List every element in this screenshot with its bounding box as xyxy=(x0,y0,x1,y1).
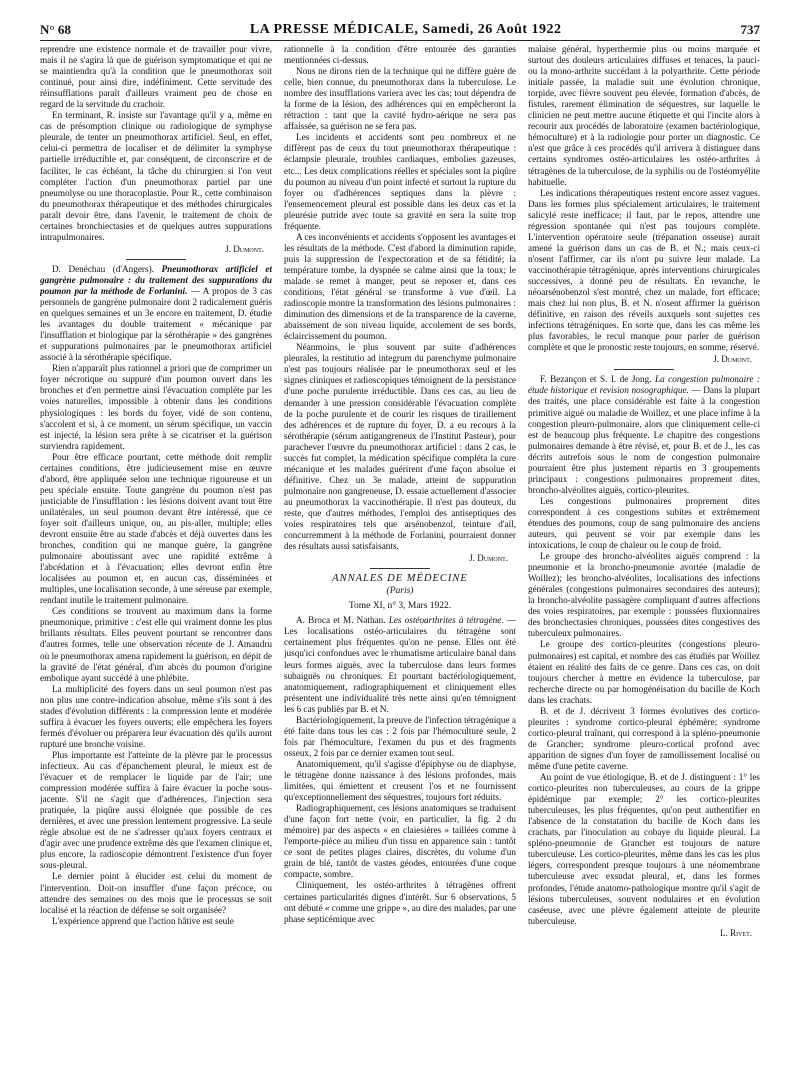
header-rule xyxy=(40,40,760,41)
paragraph: Les incidents et accidents sont peu nombreux et ne diffèrent pas de ceux du tout pneumothorax thérapeutique : éclampsie pleurale, troubles cardiaques, embolies gazeuses, etc... Les deux complications réelles et spéciales sont la piqûre du poumon au niveau d'un point infecté et surtout la rupture du foyer ou d'adhérences septiques dans la plèvre : l'ensemencement pleural est possible dans les deux cas et la pleurésie putride avec toute sa gravité en sera la suite trop fréquente. xyxy=(284,132,516,231)
paragraph: Les congestions pulmonaires proprement dites correspondent à ces congestions subites et extrêmement étendues des poumons, coup de sang pulmonaire des anciens auteurs, qui peuvent se voir par exemple dans les intoxications, le coup de chaleur ou le coup de froid. xyxy=(528,495,760,551)
separator xyxy=(614,369,674,370)
separator xyxy=(126,259,186,260)
paragraph: Anatomiquement, qu'il s'agisse d'épiphyse ou de diaphyse, le tétragène donne naissance à des lésions profondes, mais limitées, qui émiettent et creusent l'os et ne fournissent qu'exceptionnellement des séquestres, toujours fort réduits. xyxy=(284,758,516,803)
paragraph: Radiographiquement, ces lésions anatomiques se traduisent d'une façon fort nette (voir, en particulier, la fig. 2 du mémoire) par des aspects « en claiesières » taillées comme à l'emporte-pièce au milieu d'un tissu en apparence sain : tantôt ce sont de petites plages claires, discrètes, du volume d'un grain de blé, tantôt de vastes géodes, entourées d'une coque compacte, sombre. xyxy=(284,803,516,880)
paragraph: Le groupe des broncho-alvéolites aiguës comprend : la pneumonie et la broncho-pneumonie avortée (maladie de Woillez); les broncho-alvéolites, localisations des infections générales (congestions pulmonaires secondaires des auteurs); la broncho-alvéolite passagère compliquant d'autres affections des voies respiratoires, par exemple : poussées fluxionnaires des bronchectasies chroniques, poussées dites congestives des tuberculeux pulmonaires. xyxy=(528,551,760,639)
journal-title: LA PRESSE MÉDICALE, Samedi, 26 Août 1922 xyxy=(249,22,562,37)
signature: J. Dumont. xyxy=(713,354,752,365)
article-title: Pneumothorax artificiel et gangrène pulmonaire : du traitement des suppurations du poumon par la méthode de Forlanini. xyxy=(40,263,272,296)
page-number: 737 xyxy=(740,22,760,37)
column-3 xyxy=(528,44,760,1074)
paragraph: Les indications thérapeutiques restent encore assez vagues. Dans les formes plus spécialement articulaires, le traitement salicylé reste inefficace; il faut, par le repos, attendre une régression spontanée qui n'est pas toujours complète. L'intervention opératoire seule (trépanation osseuse) aurait amené la guérison dans un cas de B. et N.; mais ceux-ci n'osent l'affirmer, car ils n'ont pu suivre leur malade. La vaccinothérapie tétragénique, après interventions chirurgicales successives, a donné peu de résultats. En revanche, le néoarsénobenzol s'est montré, chez un malade, fort efficace; mais chez lui non plus, B. et N. n'osent affirmer la guérison définitive, en raison des réveils auxquels sont sujettes ces infections tétragéniques. En sorte que, dans les cas même les plus favorables, le recul manque pour parler de guérison complète et que le pronostic reste toujours, en somme, réservé. xyxy=(528,187,760,353)
signature: L. Rivet. xyxy=(720,927,752,938)
paragraph: Bactériologiquement, la preuve de l'infection tétragénique a été faite dans tous les cas : 2 fois par l'hémoculture seule, 2 fois par l'hémoculture, l'examen du pus et des fragments osseux, 2 fois par ce dernier examen tout seul. xyxy=(284,714,516,758)
paragraph: Au point de vue étiologique, B. et de J. distinguent : 1° les cortico-pleurites non tuberculeuses, au cours de la grippe épidémique par exemple; 2° les cortico-pleurites tuberculeuses, les plus fréquentes, qu'on peut authentifier en l'absence de la constatation du bacille de Koch dans les crachats, par l'inoculation au cobaye du liquide pleural. La spléno-pneumonie de Grancher est toujours de nature tuberculeuse. Les cortico-pleurites, même dans les cas les plus légers, correspondent presque toujours à une néomembrane tuberculeuse avec exsudat pleural, et, dans les formes profondes, l'étude anatomo-pathologique montre qu'il s'agit de lésions tuberculeuses, souvent nodulaires et en évolution caséeuse, avec une plèvre également atteinte de pleurite tuberculeuse. xyxy=(528,772,760,926)
paragraph: — Dans la plupart des traités, une place considérable est faite à la congestion primitive aiguë ou maladie de Woillez, et une place infime à la congestion pleuro-pulmonaire, alors que cliniquement celle-ci est de beaucoup plus fréquente. Le chapitre des congestions pulmonaires demande à être révisé, et, pour B. et de J., les cas décrits autrefois sous le nom de congestion pulmonaire pourraient être plus justement répartis en 3 groupements principaux : congestions pulmonaires proprement dites, broncho-alvéolites aiguës, cortico-pleurites. xyxy=(528,385,760,495)
article-heading xyxy=(40,264,272,363)
column-1 xyxy=(40,44,272,1074)
paragraph: L'expérience apprend que l'action hâtive est seule xyxy=(52,915,234,926)
paragraph: Le groupe des cortico-pleurites (congestions pleuro-pulmonaires) est capital, et nombre des cas étudiés par Woillez étaient en réalité des faits de ce genre. Dans ces cas, on doit toujours chercher à mettre en évidence la tuberculose, par recherche directe ou par homogénéisation du bacille de Koch dans les crachats. xyxy=(528,639,760,705)
paragraph: Rien n'apparaît plus rationnel a priori que de comprimer un foyer nécrotique ou suppuré d'un poumon ouvert dans les bronches et d'en permettre ainsi l'évacuation complète par les voies naturelles, impossible à obtenir dans les conditions physiologiques : les bords du foyer, vidé de son contenu, s'accolent et si, à ce moment, un sérum spécifique, un vaccin est injecté, la lésion sera prête à se cicatriser et la guérison surviendra rapidement. xyxy=(40,363,272,451)
separator xyxy=(370,568,430,569)
paragraph: Ces conditions se trouvent au maximum dans la forme pneumonique, primitive : c'est elle qui vraiment donne les plus brillants résultats. Elles peuvent pourtant se rencontrer dans d'autres formes, telle une observation récente de J. Amaudru où le pneumothorax amena rapidement la guérison, en dépit de la gravité de l'état général, d'un abcès du poumon d'origine embolique ayant succédé à une phlébite. xyxy=(40,606,272,683)
page-header xyxy=(40,14,760,38)
paragraph: Cliniquement, les ostéo-arthrites à tétragènes offrent certaines particularités dignes d'intérêt. Sur 6 observations, 5 ont débuté « comme une grippe », au dire des malades, par une phase septicémique avec xyxy=(284,880,516,924)
article-title: Les ostéoarthrites à tétragène. xyxy=(388,615,504,626)
signature: J. Dumont. xyxy=(225,243,264,254)
article-title: La congestion pulmonaire : étude historique et revision nosographique. xyxy=(528,374,760,396)
article-heading xyxy=(284,615,516,714)
article-author: F. Bezançon et S. I. de Jong. xyxy=(540,374,652,385)
volume-line: Tome XI, n° 3, Mars 1922. xyxy=(348,601,452,612)
paragraph: reprendre une existence normale et de travailler pour vivre, mais il ne s'agira là que de guérison symptomatique et qui ne se maintiendra qu'à la condition que le pneumothorax soit continué, pour ainsi dire, indéfiniment. Cette servitude des réinsufflations paraît d'ailleurs vraiment peu de chose en regard de la servitude du crachoir. xyxy=(40,44,272,110)
signature: J. Dumont. xyxy=(469,553,508,564)
paragraph: La multiplicité des foyers dans un seul poumon n'est pas non plus une contre-indication absolue, même s'ils sont à des stades d'évolution différents : la compression lente et modérée suffira à évacuer les foyers ouverts; elle empêchera les foyers fermés d'évoluer ou préparera leur évacuation dès qu'ils auront rupturé une bronche voisine. xyxy=(40,683,272,749)
article-heading xyxy=(528,374,760,496)
paragraph: Le dernier point à élucider est celui du moment de l'intervention. Doit-on insuffler d'une façon précoce, ou attendre des semaines ou des mois que le processus se soit localisé et la réaction de défense se soit organisée? xyxy=(40,871,272,915)
paragraph: rationnelle à la condition d'être entourée des garanties mentionnées ci-dessus. xyxy=(284,44,516,66)
paragraph: malaise général, hyperthermie plus ou moins marquée et surtout des douleurs articulaires diffuses et tenaces, la pauci- ou la mono-arthrite succédant à la polyarthrite. Cette période initiale passée, la maladie suit une évolution chronique, torpide, avec fièvre souvent peu élevée, formation d'abcès, de fistules, rarement élimination de séquestres, sur laquelle le clinicien ne peut mettre aucune étiquette et qui l'incite alors à recourir aux procédés de laboratoire (examen bactériologique, hémoculture) et à la radiologie pour porter un diagnostic. Ce n'est que grâce à ces procédés qu'il arrivera à distinguer dans certains syndromes ostéo-articulaires les ostéo-arthrites à tétragènes de la tuberculose, de la syphilis ou de l'ostéomyélite habituelle. xyxy=(528,44,760,187)
paragraph: B. et de J. décrivent 3 formes évolutives des cortico-pleurites : syndrome cortico-pleural éphémère; syndrome cortico-pleural traînant, qui correspond à la spléno-pneumonie de Grancher; syndrome pleuro-cortical profond avec apparition de signes d'un foyer de ramollissement localisé ou même d'une petite caverne. xyxy=(528,705,760,771)
column-2 xyxy=(284,44,516,1074)
paragraph: Nous ne dirons rien de la technique qui ne diffère guère de celle, bien connue, du pneumothorax dans la tuberculose. Le nombre des insufflations variera avec les cas; tout dépendra de la forme de la lésion, des adhérences qui en empêcheront la rétraction : tant que la cavité hydro-aérique ne sera pas affaissée, sa guérison ne se fera pas. xyxy=(284,66,516,132)
paragraph: — A propos de 3 cas personnels de gangrène pulmonaire dont 2 radicalement guéris en quelques semaines et un 3e encore en traitement, D. étudie les avantages du double traitement « mécanique par l'insufflation et biologique par la sérothérapie » des gangrènes et suppurations pulmonaires par le pneumothorax artificiel associé à la sérothérapie spécifique. xyxy=(40,285,272,363)
issue-number: N° 68 xyxy=(40,22,71,37)
paragraph: En terminant, R. insiste sur l'avantage qu'il y a, même en cas de présomption clinique ou radiologique de symphyse pleurale, de tenter un pneumothorax artificiel. Seul, en effet, celui-ci permettra de localiser et de délimiter la symphyse partielle irréductible et, par conséquent, de circonscrire et de faciliter, le cas échéant, la tâche du chirurgien si l'on veut compléter l'action d'un pneumothorax partiel par une pneumolyse ou une thoracoplastie. Pour R., cette combinaison du pneumothorax thérapeutique et des méthodes chirurgicales paraît devoir être, dans l'avenir, le traitement de choix de certaines bronchiectasies et de quelques autres suppurations intrapulmonaires. xyxy=(40,110,272,242)
paragraph: Plus importante est l'atteinte de la plèvre par le processus infectieux. Au cas d'épanchement pleural, le mieux est de l'évacuer et de remplacer le liquide par de l'air; une compression modérée suffira à faire évacuer la poche sous-jacente. S'il ne s'agit que d'adhérences, l'injection sera pratiquée, la piqûre aussi éloignée que possible de ces dernières, et avec une pression lentement progressive. La seule règle absolue est de ne s'adresser qu'aux foyers centraux et d'agir avec une prudence extrême dès que l'examen clinique et, plus encore, la radioscopie démontrent l'existence d'un foyer sous-pleural. xyxy=(40,749,272,871)
article-author: A. Broca et M. Nathan. xyxy=(296,615,386,626)
section-title: ANNALES DE MÉDECINE xyxy=(332,573,468,585)
paragraph: — Les localisations ostéo-articulaires du tétragène sont certainement plus fréquentes qu'on ne pense. Elles ont été jusqu'ici confondues avec le rhumatisme articulaire banal dans leurs formes aiguës, avec la tuberculose dans leurs formes subaiguës ou chroniques. Et pourtant bactériologiquement, anatomiquement, radiographiquement et cliniquement elles présentent une individualité très nette ainsi qu'en témoignent les 6 cas publiés par B. et N. xyxy=(284,615,516,714)
article-author: D. Denéchau (d'Angers). xyxy=(52,263,154,274)
paragraph: Pour être efficace pourtant, cette méthode doit remplir certaines conditions, être judicieusement mise en œuvre d'abord, être appliquée selon une technique rigoureuse et un peu spéciale ensuite. Toute gangrène du poumon n'est pas justiciable de l'insufflation : les lésions doivent avant tout être unilatérales, un seul poumon devant être intéressé, que ce foyer soit d'ailleurs unique, ou, au pis-aller, multiple; elles devront ensuite être au stade d'abcès et déjà ouvertes dans les bronches, condition qui ne manque guère, la gangrène pulmonaire aboutissant avec une rapidité extrême à l'abcédation et à l'évacuation; elles devront enfin être localisées au poumon et, en aucun cas, disséminées et multiples, une localisation seconde, à une séreuse par exemple, rendant inutile le traitement pulmonaire. xyxy=(40,451,272,606)
paragraph: A ces inconvénients et accidents s'opposent les avantages et les résultats de la méthode. C'est d'abord la diminution rapide, puis la suppression de l'expectoration et de sa fétidité; la température tombe, la dyspnée se calme ainsi que la toux; le malade se remet à manger, peut se reposer et, dans ces conditions, l'état général se transforme à vue d'œil. La radioscopie montre la transformation des lésions pulmonaires : diminution des dimensions et de la transparence de la caverne, abaissement de son niveau liquide, accolement de ses bords, éclaircissement du poumon. xyxy=(284,231,516,342)
paragraph: Néanmoins, le plus souvent par suite d'adhérences pleurales, la restitutio ad integrum du parenchyme pulmonaire n'est pas toujours réalisée par le pneumothorax seul et les signes cliniques et radioscopiques témoignent de la persistance d'une poche purulente irréductible. Dans ces cas, au lieu de demander à une pression considérable l'évacuation complète de la poche purulente et de courir les risques de tiraillement des adhérences et de rupture du foyer, D. a eu recours à la sérothérapie (sérum antigangreneux de l'Institut Pasteur), pour parachever l'œuvre du pneumothorax artificiel : dans 2 cas, le succès fut complet, la médication spécifique compléta la cure mécanique et les malades guérirent d'une façon absolue et définitive. Chez un 3e malade, atteint de suppuration pulmonaire non gangreneuse, D. essaie actuellement d'associer au pneumothorax la vaccinothérapie. Il n'est pas douteux, du reste, que d'autres méthodes, l'emploi des antiseptiques des voies respiratoires tels que arsénobenzol, teinture d'ail, concurremment à la méthode de Forlanini, pourraient donner des résultats aussi satisfaisants. xyxy=(284,342,516,552)
section-city: (Paris) xyxy=(386,586,414,597)
